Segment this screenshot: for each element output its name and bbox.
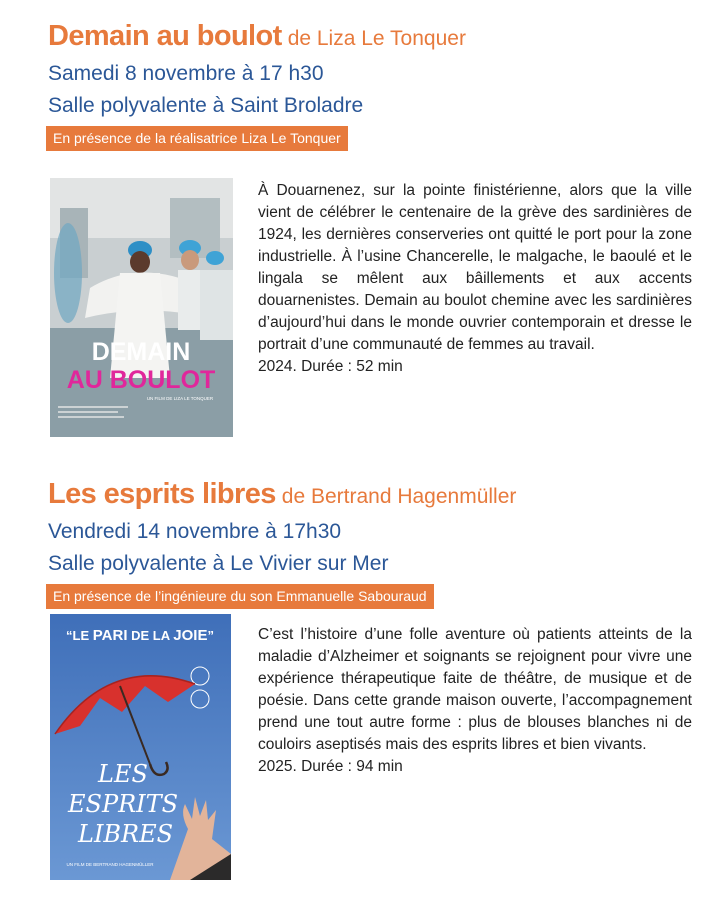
poster-title-line-3: LIBRES [78, 820, 174, 848]
poster-title-line-2: ESPRITS [68, 790, 179, 818]
screening-date: Samedi 8 novembre à 17 h30 [48, 62, 324, 85]
film-director: de Liza Le Tonquer [287, 27, 466, 50]
poster-title-line-2: AU BOULOT [66, 366, 216, 394]
film-heading [48, 20, 466, 53]
film-synopsis [258, 624, 692, 778]
synopsis-text: C’est l’histoire d’une folle aventure où patients atteints de la maladie d’Alzheimer et soignants se rejoignent pour vivre une expérience thérapeutique faite de théâtre, de musique et de poésie. Dans cette grande maison ouverte, l’accompagnement prend une tout autre forme : plus de blouses blanches ni de couloirs aseptisés mais des esprits libres et bien vivants. [258, 626, 692, 753]
poster-tagline: “LE PARI DE LA JOIE” [66, 627, 214, 644]
poster-illustration [50, 614, 231, 880]
film-year-duration: 2024. Durée : 52 min [258, 358, 403, 375]
film-title: Les esprits libres [48, 478, 276, 510]
poster-credit: UN FILM DE LIZA LE TONQUER [146, 396, 214, 401]
screening-venue: Salle polyvalente à Le Vivier sur Mer [48, 552, 389, 575]
film-synopsis [258, 180, 692, 378]
poster-illustration [50, 178, 233, 437]
screening-venue: Salle polyvalente à Saint Broladre [48, 94, 364, 117]
poster-title-line-1: DEMAIN [91, 338, 191, 366]
guest-presence-banner: En présence de la réalisatrice Liza Le Tonquer [46, 126, 348, 151]
film-poster [50, 614, 231, 880]
film-year-duration: 2025. Durée : 94 min [258, 758, 403, 775]
screening-date: Vendredi 14 novembre à 17h30 [48, 520, 342, 543]
poster-credit: UN FILM DE BERTRAND HAGENMÜLLER [66, 862, 154, 867]
synopsis-text: À Douarnenez, sur la pointe finistérienne, alors que la ville vient de célébrer le centenaire de la grève des sardinières de 1924, les dernières conserveries ont quitté le port pour la zone industrielle. À l’usine Chancerelle, le malgache, le baoulé et le lingala se mêlent aux bâillements et aux accents douarnenistes. Demain au boulot chemine avec les sardinières d’aujourd’hui dans le monde ouvrier contemporain et dresse le portrait d’une communauté de femmes au travail. [258, 182, 692, 353]
film-heading [48, 478, 516, 511]
film-poster [50, 178, 233, 437]
film-director: de Bertrand Hagenmüller [281, 485, 517, 508]
guest-presence-banner: En présence de l’ingénieure du son Emmanuelle Sabouraud [46, 584, 434, 609]
poster-title-line-1: LES [98, 760, 148, 788]
film-title: Demain au boulot [48, 20, 282, 52]
